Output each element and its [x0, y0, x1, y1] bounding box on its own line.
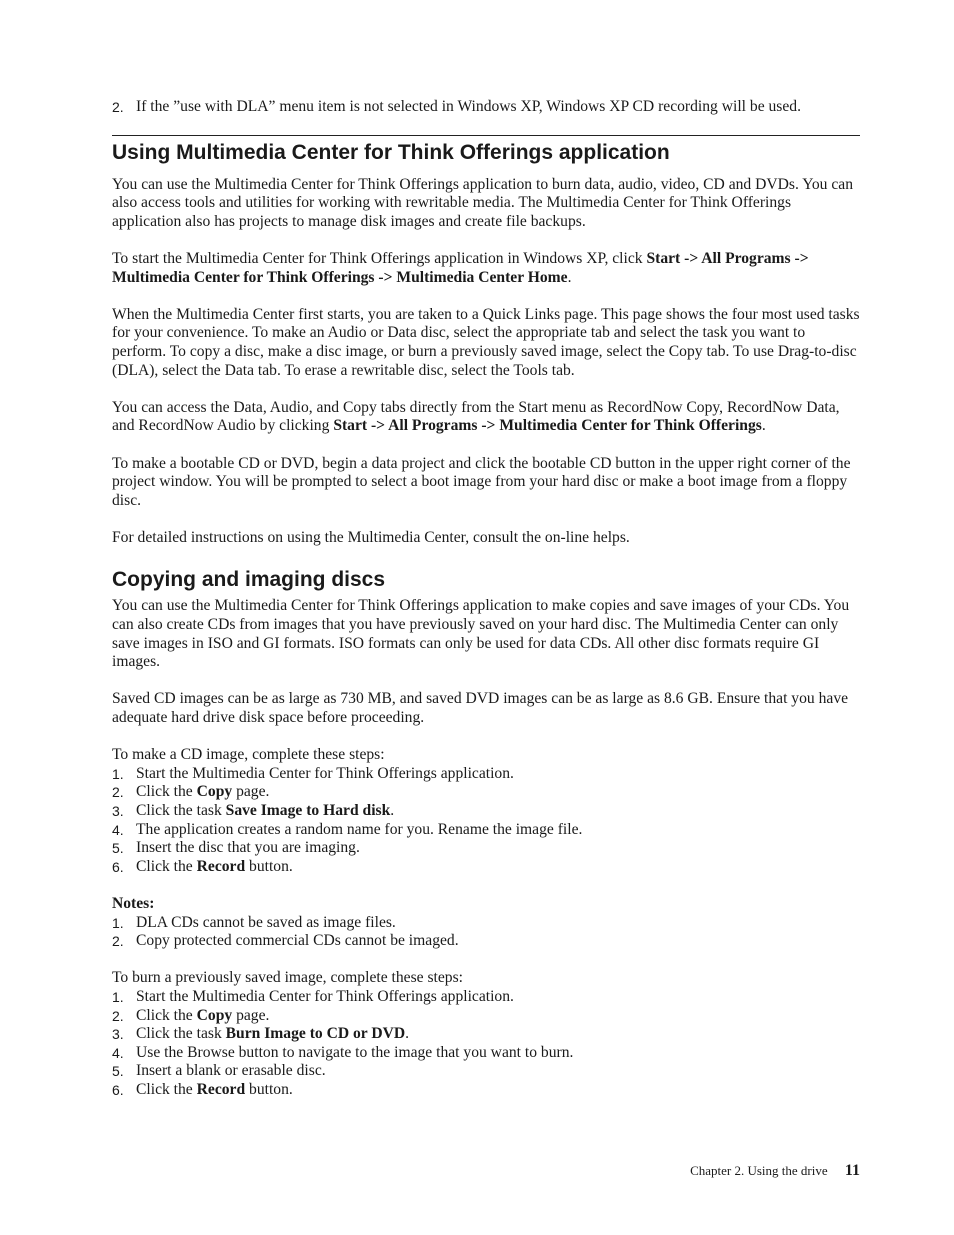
- list-text: Click the: [136, 783, 197, 801]
- list-text: Use the Browse button to navigate to the image that you want to burn.: [136, 1043, 574, 1061]
- list-number: 2.: [112, 933, 124, 950]
- text-run: To start the Multimedia Center for Think Offerings application in Windows XP, click: [112, 249, 647, 267]
- step-item: [112, 932, 860, 951]
- list-text: Click the task: [136, 1025, 226, 1043]
- list-text: Insert the disc that you are imaging.: [136, 839, 360, 857]
- paragraph: For detailed instructions on using the Multimedia Center, consult the on-line helps.: [112, 528, 630, 546]
- step-item: [112, 802, 860, 821]
- paragraph-start-menu: [112, 399, 860, 436]
- list-text: Click the: [136, 857, 197, 875]
- step-item: [112, 988, 860, 1007]
- text-run: You can access the Data, Audio, and Copy tabs directly from the Start menu as RecordNow Copy, RecordNow Data, and RecordNow Audio by clicking: [112, 398, 840, 435]
- list-text: Start the Multimedia Center for Think Offerings application.: [136, 987, 514, 1005]
- paragraph: You can use the Multimedia Center for Think Offerings application to make copies and save images of your CDs. You can also create CDs from images that you have previously saved on your hard disc. The Multimedia Center can only save images in ISO and GI formats. ISO formats can only be used for data CDs. All other disc formats require GI images.: [112, 597, 850, 671]
- list-text: .: [390, 802, 395, 819]
- top-note-item: [112, 98, 860, 117]
- text-run: .: [567, 268, 572, 286]
- list-text: button.: [245, 857, 293, 875]
- page-number: 11: [844, 1162, 860, 1179]
- list-number: 5.: [112, 1063, 124, 1080]
- paragraph: Saved CD images can be as large as 730 MB, and saved DVD images can be as large as 8.6 GB. Ensure that you have adequate hard drive disk space before proceeding.: [112, 690, 849, 727]
- ui-label: Burn Image to CD or DVD: [225, 1025, 406, 1043]
- list-number: 2.: [112, 99, 124, 115]
- footer-chapter: Chapter 2. Using the drive: [690, 1163, 828, 1178]
- list-number: 5.: [112, 840, 124, 857]
- page-footer: [0, 1162, 860, 1181]
- list-number: 6.: [112, 1081, 124, 1098]
- list-text: page.: [232, 1006, 270, 1024]
- step-item: [112, 821, 860, 840]
- step-item: [112, 1025, 860, 1044]
- list-number: 2.: [112, 784, 124, 801]
- list-text: Click the: [136, 1080, 197, 1098]
- list-number: 4.: [112, 821, 124, 838]
- list-number: 2.: [112, 1007, 124, 1024]
- list-text: Click the: [136, 1006, 197, 1024]
- step-item: [112, 914, 860, 933]
- page-body: [112, 98, 860, 1100]
- list-text: Copy protected commercial CDs cannot be imaged.: [136, 932, 459, 950]
- text-run: .: [761, 417, 766, 435]
- section-heading-multimedia-center: Using Multimedia Center for Think Offerings application: [112, 140, 670, 164]
- ui-label: Record: [196, 1080, 246, 1098]
- list-number: 1.: [112, 988, 124, 1005]
- ui-label: Copy: [196, 1006, 233, 1024]
- ui-label: Copy: [196, 783, 233, 801]
- notes-list: [112, 914, 860, 951]
- list-number: 6.: [112, 858, 124, 875]
- list-text: Start the Multimedia Center for Think Offerings application.: [136, 764, 514, 782]
- paragraph-start-instructions: [112, 250, 860, 287]
- list-number: 1.: [112, 765, 124, 782]
- menu-path: Start -> All Programs -> Multimedia Center for Think Offerings -> Multimedia Center Home: [112, 249, 809, 286]
- paragraph: When the Multimedia Center first starts, you are taken to a Quick Links page. This page shows the four most used tasks for your convenience. To make an Audio or Data disc, select the appropriate tab and select the task you want to perform. To copy a disc, make a disc image, or burn a previously saved image, select the Copy tab. To use Drag-to-disc (DLA), select the Data tab. To erase a rewritable disc, select the Tools tab.: [112, 305, 860, 379]
- menu-path: Start -> All Programs -> Multimedia Center for Think Offerings: [333, 417, 762, 435]
- list-text: DLA CDs cannot be saved as image files.: [136, 913, 396, 931]
- burn-image-intro: To burn a previously saved image, complete these steps:: [112, 969, 463, 987]
- ui-label: Save Image to Hard disk: [225, 802, 391, 819]
- list-text: Click the task: [136, 802, 226, 819]
- step-item: [112, 765, 860, 784]
- list-text: button.: [245, 1080, 293, 1098]
- list-number: 4.: [112, 1044, 124, 1061]
- step-item: [112, 1044, 860, 1063]
- step-item: [112, 783, 860, 802]
- section-heading-copying-imaging: Copying and imaging discs: [112, 568, 386, 592]
- step-item: [112, 1081, 860, 1100]
- list-text: The application creates a random name for you. Rename the image file.: [136, 820, 583, 838]
- list-text: page.: [232, 783, 270, 801]
- step-item: [112, 858, 860, 877]
- list-text: If the ”use with DLA” menu item is not selected in Windows XP, Windows XP CD recording will be used.: [136, 98, 801, 115]
- list-number: 3.: [112, 803, 124, 819]
- burn-image-steps: [112, 988, 860, 1100]
- section-divider: [112, 135, 860, 136]
- list-number: 3.: [112, 1026, 124, 1043]
- make-image-steps: [112, 765, 860, 877]
- ui-label: Record: [196, 857, 246, 875]
- list-text: .: [405, 1025, 410, 1043]
- list-text: Insert a blank or erasable disc.: [136, 1062, 326, 1080]
- step-item: [112, 1007, 860, 1026]
- list-number: 1.: [112, 914, 124, 931]
- step-item: [112, 1062, 860, 1081]
- notes-label: Notes:: [112, 894, 155, 912]
- paragraph: You can use the Multimedia Center for Think Offerings application to burn data, audio, video, CD and DVDs. You can also access tools and utilities for working with rewritable media. The Multimedia Center for Think Offerings application also has projects to manage disk images and create file backups.: [112, 175, 854, 230]
- step-item: [112, 839, 860, 858]
- make-image-intro: To make a CD image, complete these steps:: [112, 746, 385, 764]
- paragraph: To make a bootable CD or DVD, begin a data project and click the bootable CD button in the upper right corner of the project window. You will be prompted to select a boot image from your hard disc or make a boot image from a floppy disc.: [112, 454, 851, 509]
